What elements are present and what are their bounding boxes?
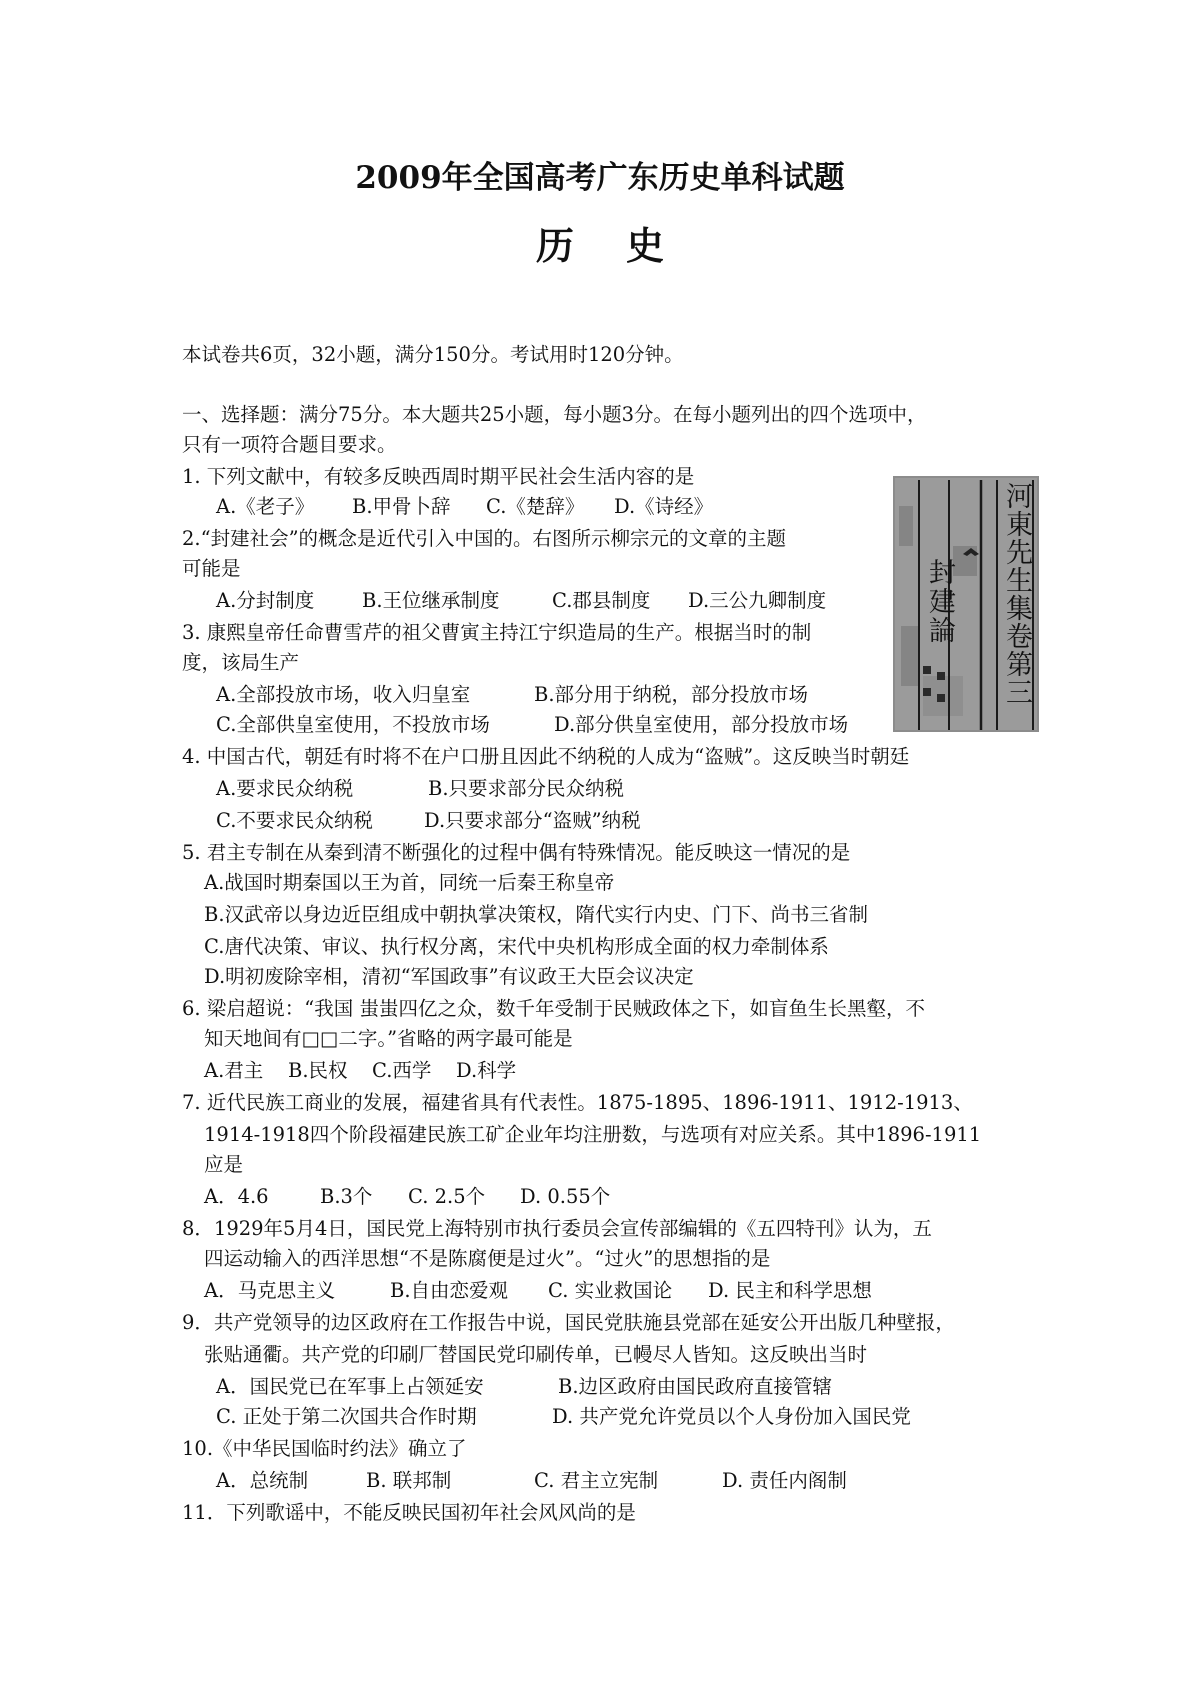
- q9-option-b: B.边区政府由国民政府直接管辖: [558, 1375, 833, 1398]
- book-scan-column-title: 河東先生集卷第三: [1001, 482, 1032, 706]
- q1-option-b: B.甲骨卜辞: [352, 495, 451, 518]
- question-3-stem-line1: 3. 康熙皇帝任命曹雪芹的祖父曹寅主持江宁织造局的生产。根据当时的制: [182, 621, 812, 644]
- question-8-stem-line1: 8．1929年5月4日，国民党上海特别市执行委员会宣传部编辑的《五四特刊》认为，五: [182, 1217, 932, 1240]
- section-heading-line1: 一、选择题：满分75分。本大题共25小题，每小题3分。在每小题列出的四个选项中，: [182, 403, 927, 426]
- q6-option-b: B.民权: [288, 1059, 348, 1082]
- q8-option-d: D. 民主和科学思想: [708, 1279, 872, 1302]
- q7-option-c: C. 2.5个: [408, 1185, 486, 1208]
- question-2-options: [216, 586, 826, 616]
- subject-title: 历史: [535, 223, 716, 268]
- question-2-stem-line2: 可能是: [182, 557, 241, 580]
- question-10-stem: 10.《中华民国临时约法》确立了: [182, 1437, 467, 1460]
- q6-option-a: A.君主: [204, 1059, 264, 1082]
- q4-option-b: B.只要求部分民众纳税: [428, 777, 625, 800]
- q9-option-c: C. 正处于第二次国共合作时期: [216, 1405, 477, 1428]
- q7-option-b: B.3个: [320, 1185, 373, 1208]
- q10-option-b: B. 联邦制: [366, 1469, 452, 1492]
- q3-option-b: B.部分用于纳税，部分投放市场: [534, 683, 809, 706]
- q9-option-a: A．国民党已在军事上占领延安: [216, 1375, 484, 1398]
- question-9-stem-line2: 张贴通衢。共产党的印刷厂替国民党印刷传单，已幔尽人皆知。这反映出当时: [204, 1343, 868, 1366]
- q6-option-d: D.科学: [456, 1059, 517, 1082]
- question-3-options-row1: [216, 680, 808, 710]
- question-9-stem-line1: 9．共产党领导的边区政府在工作报告中说，国民党肤施县党部在延安公开出版几种壁报，: [182, 1311, 955, 1334]
- q10-option-c: C. 君主立宪制: [534, 1469, 659, 1492]
- question-7-stem-line2: 1914-1918四个阶段福建民族工矿企业年均注册数，与选项有对应关系。其中1896-1911: [204, 1123, 982, 1146]
- question-1-options: [216, 492, 713, 522]
- q5-option-a: A.战国时期秦国以王为首，同统一后秦王称皇帝: [204, 871, 615, 894]
- q10-option-d: D. 责任内阁制: [722, 1469, 847, 1492]
- question-4-options-row2: [216, 806, 641, 836]
- question-9-options-row1: [216, 1372, 832, 1402]
- q3-option-c: C.全部供皇室使用，不投放市场: [216, 713, 490, 736]
- q8-option-c: C. 实业救国论: [548, 1279, 673, 1302]
- q2-option-c: C.郡县制度: [552, 589, 651, 612]
- q5-option-c: C.唐代决策、审议、执行权分离，宋代中央机构形成全面的权力牵制体系: [204, 935, 829, 958]
- q5-option-b: B.汉武帝以身边近臣组成中朝执掌决策权，隋代实行内史、门下、尚书三省制: [204, 903, 869, 926]
- book-scan-image: [893, 476, 1039, 732]
- q7-option-d: D. 0.55个: [520, 1185, 611, 1208]
- q2-option-a: A.分封制度: [216, 589, 315, 612]
- question-8-options: [204, 1276, 872, 1306]
- exam-intro: 本试卷共6页，32小题，满分150分。考试用时120分钟。: [182, 343, 684, 366]
- question-7-options: [204, 1182, 610, 1212]
- book-scan-column-essay: 封建論: [924, 558, 955, 645]
- q4-option-c: C.不要求民众纳税: [216, 809, 373, 832]
- question-3-options-row2: [216, 710, 848, 740]
- q7-option-a: A．4.6: [204, 1185, 269, 1208]
- exam-title: 2009年全国高考广东历史单科试题: [355, 160, 845, 196]
- question-6-stem-line2: 知天地间有□□二字。”省略的两字最可能是: [204, 1027, 573, 1050]
- q8-option-b: B.自由恋爱观: [390, 1279, 509, 1302]
- q3-option-a: A.全部投放市场，收入归皇室: [216, 683, 471, 706]
- q4-option-a: A.要求民众纳税: [216, 777, 354, 800]
- q5-option-d: D.明初废除宰相，清初“军国政事”有议政王大臣会议决定: [204, 965, 694, 988]
- question-7-stem-line3: 应是: [204, 1153, 244, 1176]
- q4-option-d: D.只要求部分“盗贼”纳税: [424, 809, 641, 832]
- q1-option-c: C.《楚辞》: [486, 495, 585, 518]
- question-11-stem: 11．下列歌谣中，不能反映民国初年社会风风尚的是: [182, 1501, 636, 1524]
- question-8-stem-line2: 四运动输入的西洋思想“不是陈腐便是过火”。“过火”的思想指的是: [204, 1247, 771, 1270]
- q1-option-a: A.《老子》: [216, 495, 315, 518]
- question-5-stem: 5. 君主专制在从秦到清不断强化的过程中偶有特殊情况。能反映这一情况的是: [182, 841, 851, 864]
- q9-option-d: D. 共产党允许党员以个人身份加入国民党: [552, 1405, 911, 1428]
- q10-option-a: A．总统制: [216, 1469, 309, 1492]
- q2-option-d: D.三公九卿制度: [688, 589, 827, 612]
- question-6-stem-line1: 6. 梁启超说：“我国 蚩蚩四亿之众，数千年受制于民贼政体之下，如盲鱼生长黑壑，不: [182, 997, 925, 1020]
- q2-option-b: B.王位继承制度: [362, 589, 500, 612]
- question-3-stem-line2: 度，该局生产: [182, 651, 300, 674]
- question-1-stem: 1. 下列文献中，有较多反映西周时期平民社会生活内容的是: [182, 465, 695, 488]
- question-4-stem: 4. 中国古代，朝廷有时将不在户口册且因此不纳税的人成为“盗贼”。这反映当时朝廷: [182, 745, 910, 768]
- q8-option-a: A．马克思主义: [204, 1279, 336, 1302]
- q1-option-d: D.《诗经》: [614, 495, 714, 518]
- question-6-options: [204, 1056, 516, 1086]
- question-4-options-row1: [216, 774, 624, 804]
- question-7-stem-line1: 7. 近代民族工商业的发展，福建省具有代表性。1875-1895、1896-1911、1912-1913、: [182, 1091, 973, 1114]
- section-heading-line2: 只有一项符合题目要求。: [182, 433, 397, 456]
- q6-option-c: C.西学: [372, 1059, 432, 1082]
- question-10-options: [216, 1466, 847, 1496]
- question-2-stem-line1: 2.“封建社会”的概念是近代引入中国的。右图所示柳宗元的文章的主题: [182, 527, 787, 550]
- question-9-options-row2: [216, 1402, 911, 1432]
- q3-option-d: D.部分供皇室使用，部分投放市场: [554, 713, 849, 736]
